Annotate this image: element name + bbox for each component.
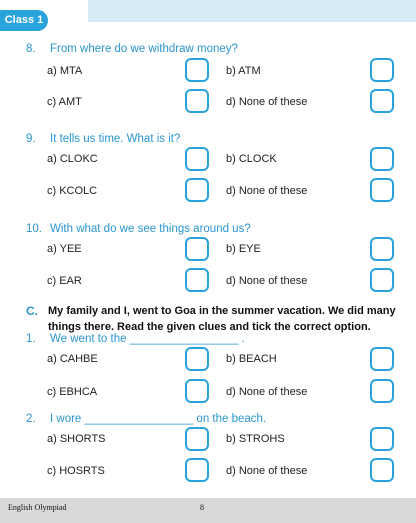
question-8 [26, 43, 238, 55]
option-label: b) STROHS [226, 433, 285, 445]
option-label: b) EYE [226, 243, 261, 255]
footer-title: English Olympiad [8, 503, 67, 512]
option-checkbox[interactable] [185, 458, 209, 482]
option-checkbox[interactable] [185, 237, 209, 261]
option-checkbox[interactable] [370, 347, 394, 371]
option-checkbox[interactable] [370, 147, 394, 171]
option-label: d) None of these [226, 96, 308, 108]
section-text: My family and I, went to Goa in the summer vacation. We did many things there. Read the given clues and tick the correct option. [48, 305, 396, 333]
question-number: 8. [26, 43, 36, 55]
question-number: 1. [26, 333, 36, 345]
class-badge: Class 1 [0, 10, 48, 31]
option-checkbox[interactable] [370, 89, 394, 113]
option-checkbox[interactable] [185, 178, 209, 202]
option-checkbox[interactable] [370, 178, 394, 202]
question-text: From where do we withdraw money? [50, 43, 238, 55]
option-label: c) HOSRTS [47, 465, 105, 477]
option-checkbox[interactable] [185, 147, 209, 171]
option-checkbox[interactable] [185, 89, 209, 113]
option-checkbox[interactable] [185, 58, 209, 82]
option-label: c) EBHCA [47, 386, 98, 398]
question-10 [26, 223, 251, 235]
option-label: a) YEE [47, 243, 82, 255]
option-label: d) None of these [226, 386, 308, 398]
option-checkbox[interactable] [370, 379, 394, 403]
question-number: 2. [26, 413, 36, 425]
option-label: d) None of these [226, 275, 308, 287]
question-text: With what do we see things around us? [50, 223, 251, 235]
option-checkbox[interactable] [370, 237, 394, 261]
option-label: c) KCOLC [47, 185, 98, 197]
option-label: c) AMT [47, 96, 82, 108]
option-checkbox[interactable] [185, 268, 209, 292]
option-checkbox[interactable] [185, 347, 209, 371]
option-label: c) EAR [47, 275, 82, 287]
question-9 [26, 133, 180, 145]
option-checkbox[interactable] [370, 427, 394, 451]
option-label: b) ATM [226, 65, 261, 77]
question-number: 9. [26, 133, 36, 145]
question-text: We went to the _________________ . [50, 333, 245, 345]
page-footer [0, 498, 416, 523]
option-label: d) None of these [226, 185, 308, 197]
option-checkbox[interactable] [370, 458, 394, 482]
option-label: a) CLOKC [47, 153, 98, 165]
section-question-2 [26, 413, 266, 425]
question-text: It tells us time. What is it? [50, 133, 181, 145]
option-checkbox[interactable] [370, 268, 394, 292]
option-label: a) SHORTS [47, 433, 106, 445]
section-letter: C. [26, 304, 38, 318]
option-checkbox[interactable] [185, 427, 209, 451]
page-number: 8 [200, 503, 204, 512]
section-question-1 [26, 333, 245, 345]
option-label: b) BEACH [226, 353, 277, 365]
section-c-instructions [26, 303, 396, 335]
option-label: a) CAHBE [47, 353, 98, 365]
option-checkbox[interactable] [185, 379, 209, 403]
option-label: a) MTA [47, 65, 83, 77]
option-label: b) CLOCK [226, 153, 277, 165]
question-text: I wore _________________ on the beach. [50, 413, 267, 425]
question-number: 10. [26, 223, 42, 235]
header-band [88, 0, 416, 22]
option-checkbox[interactable] [370, 58, 394, 82]
option-label: d) None of these [226, 465, 308, 477]
